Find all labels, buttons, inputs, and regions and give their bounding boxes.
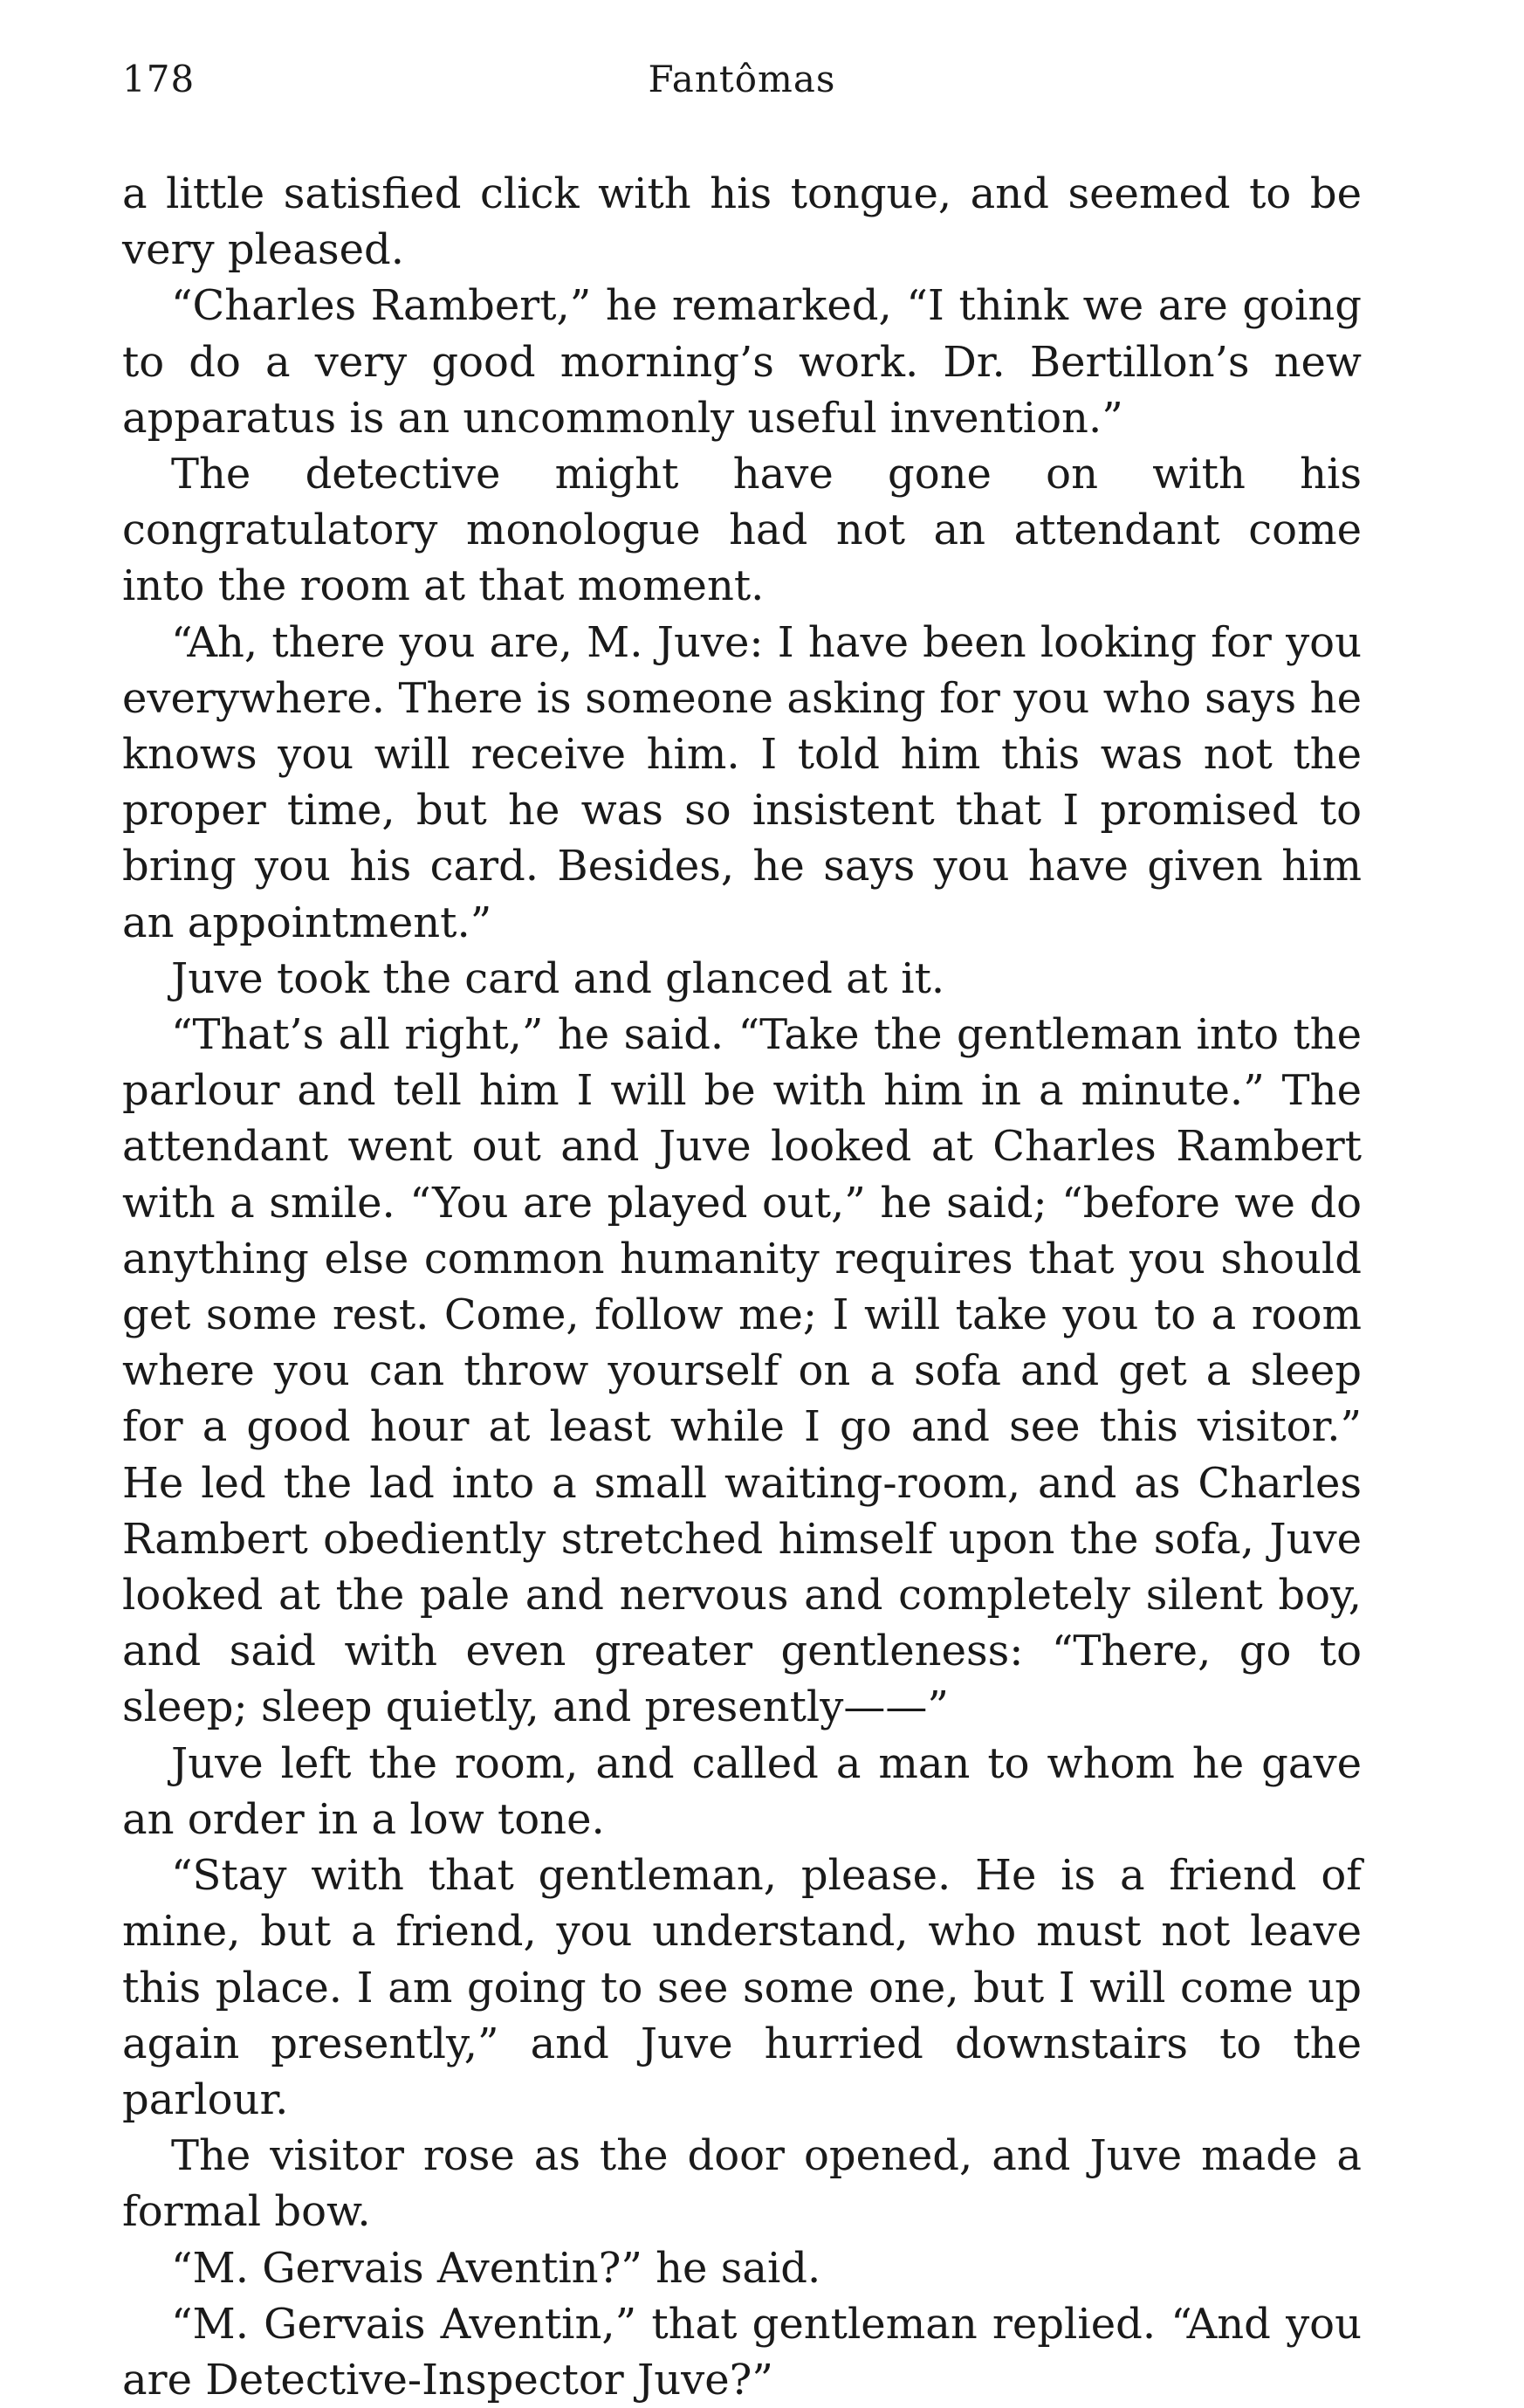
paragraph: “That’s all right,” he said. “Take the gentleman into the parlour and tell him I will be with him in a minute.” The attendant went out and Juve looked at Charles Rambert with a smile. “You are played out,” he said; “before we do anything else common humanity requires that you should get some rest. Come, follow me; I will take you to a room where you can throw yourself on a sofa and get a sleep for a good hour at least while I go and see this visitor.” He led the lad into a small waiting-room, and as Charles Rambert obediently stretched himself upon the sofa, Juve looked at the pale and nervous and completely silent boy, and said with even greater gentleness: “There, go to sleep; sleep quietly, and presently——” — [122, 1010, 1362, 1732]
paragraph: a little satisfied click with his tongue, and seemed to be very pleased. — [122, 169, 1362, 275]
paragraph: Juve left the room, and called a man to whom he gave an order in a low tone. — [122, 1738, 1362, 1844]
paragraph: The visitor rose as the door opened, and Juve made a formal bow. — [122, 2131, 1362, 2237]
running-head — [122, 49, 1362, 110]
paragraph: “Stay with that gentleman, please. He is a friend of mine, but a friend, you understand, who must not leave this place. I am going to see some one, but I will come up again presently,” and Juve hurried downstairs to the parlour. — [122, 1851, 1362, 2124]
body-text — [122, 166, 1362, 2408]
paragraph: “M. Gervais Aventin?” he said. — [171, 2243, 821, 2293]
page-number: 178 — [122, 58, 196, 100]
book-title: Fantômas — [648, 58, 836, 100]
paragraph: “Charles Rambert,” he remarked, “I think we are going to do a very good morning’s work. Dr. Bertillon’s new apparatus is an uncommonly useful invention.” — [122, 281, 1362, 443]
paragraph: Juve took the card and glanced at it. — [171, 953, 945, 1003]
paragraph: “Ah, there you are, M. Juve: I have been looking for you everywhere. There is someone asking for you who says he knows you will receive him. I told him this was not the proper time, but he was so insistent that I promised to bring you his card. Besides, he says you have given him an appointment.” — [122, 617, 1362, 947]
paragraph: The detective might have gone on with his congratulatory monologue had not an attendant come into the room at that moment. — [122, 450, 1362, 611]
paragraph: “M. Gervais Aventin,” that gentleman replied. “And you are Detective-Inspector Juve?” — [122, 2299, 1362, 2405]
